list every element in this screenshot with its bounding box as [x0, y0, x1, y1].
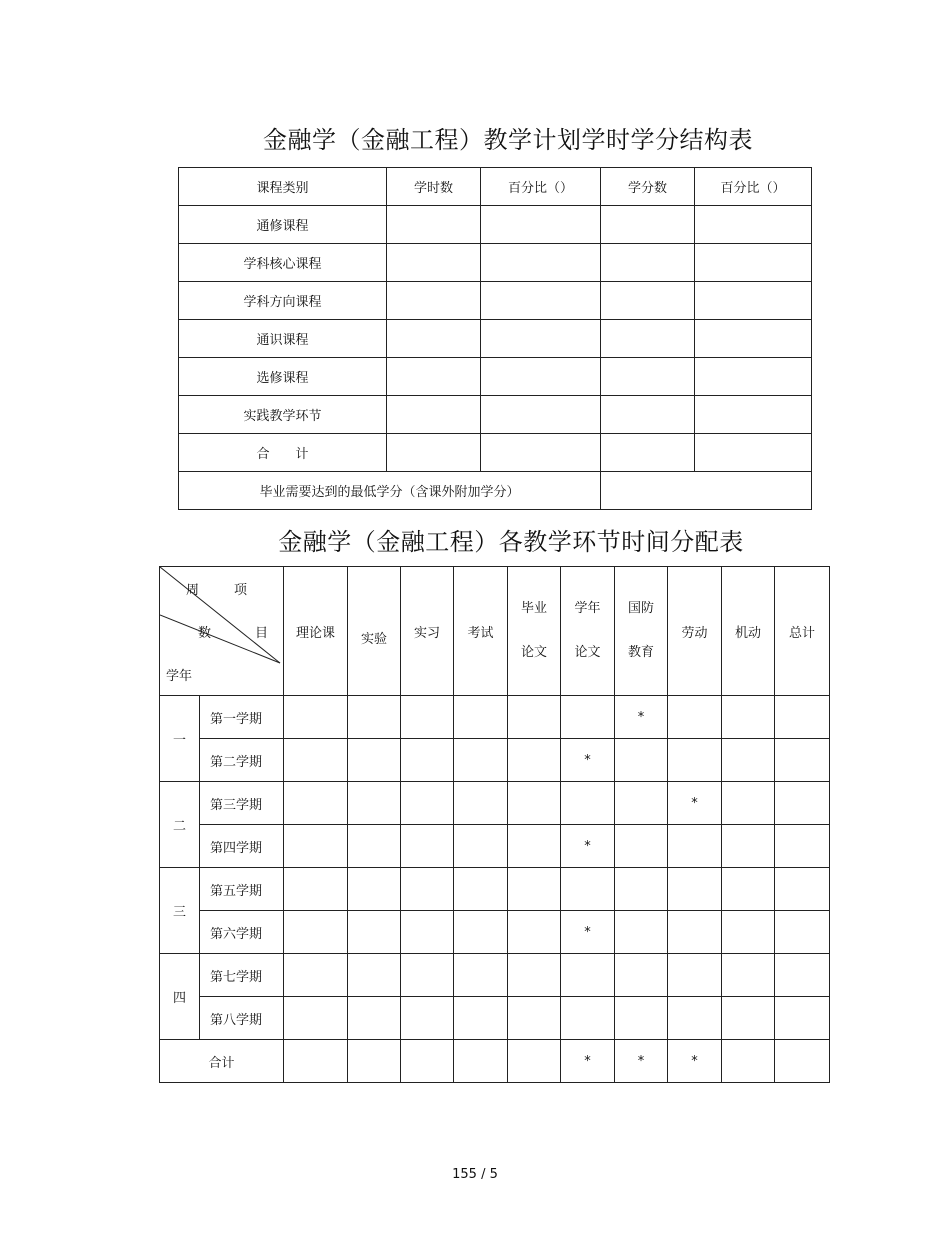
table-total-row	[160, 1040, 830, 1083]
table-cell	[722, 825, 775, 868]
table-cell	[401, 825, 454, 868]
table-cell	[615, 911, 668, 954]
table-row	[179, 358, 812, 396]
table-cell	[284, 997, 348, 1040]
table-cell	[775, 997, 830, 1040]
header-exam: 考试	[454, 567, 508, 696]
table-cell	[668, 868, 722, 911]
table-cell	[601, 206, 695, 244]
table-cell	[775, 739, 830, 782]
table-cell	[454, 868, 508, 911]
header-line: 学年	[574, 601, 601, 616]
table-cell	[508, 739, 561, 782]
table-cell	[668, 911, 722, 954]
year-label: 二	[160, 782, 200, 868]
table-cell	[615, 739, 668, 782]
table-cell	[348, 825, 401, 868]
term-label: 第三学期	[200, 782, 284, 825]
diag-label-year: 学年	[166, 669, 193, 684]
table-cell	[454, 782, 508, 825]
table-cell	[561, 954, 615, 997]
header-percent-credits: 百分比（）	[695, 168, 812, 206]
row-label: 通修课程	[179, 206, 387, 244]
table-cell	[284, 868, 348, 911]
term-label: 第六学期	[200, 911, 284, 954]
table-cell	[601, 320, 695, 358]
table-cell	[481, 358, 601, 396]
table-cell	[481, 396, 601, 434]
table-cell	[401, 782, 454, 825]
table-row	[160, 997, 830, 1040]
header-annual-thesis	[561, 567, 615, 696]
table-cell	[387, 320, 481, 358]
table-cell-mark: *	[561, 825, 615, 868]
table-cell	[668, 739, 722, 782]
table-cell	[775, 868, 830, 911]
table-cell	[668, 696, 722, 739]
table-cell	[508, 782, 561, 825]
table-cell-mark: *	[668, 782, 722, 825]
table-cell-mark: *	[561, 1040, 615, 1083]
table-row	[179, 244, 812, 282]
table-row	[179, 282, 812, 320]
term-label: 第八学期	[200, 997, 284, 1040]
table-cell	[695, 434, 812, 472]
table-cell	[348, 696, 401, 739]
table-cell	[284, 739, 348, 782]
table-cell	[508, 868, 561, 911]
header-credits: 学分数	[601, 168, 695, 206]
table-cell	[481, 320, 601, 358]
term-label: 第五学期	[200, 868, 284, 911]
table-cell	[615, 868, 668, 911]
header-line: 教育	[627, 645, 654, 660]
row-label: 学科核心课程	[179, 244, 387, 282]
table-row	[179, 434, 812, 472]
table-cell	[387, 282, 481, 320]
table-cell	[508, 825, 561, 868]
table-cell	[615, 782, 668, 825]
table-cell	[615, 997, 668, 1040]
table-cell	[284, 911, 348, 954]
table-cell	[722, 782, 775, 825]
table-cell	[775, 954, 830, 997]
table-cell	[481, 282, 601, 320]
table-cell	[401, 1040, 454, 1083]
table-cell	[387, 358, 481, 396]
diag-label-subject: 目	[255, 626, 269, 641]
table-cell	[615, 954, 668, 997]
header-line: 毕业	[520, 601, 547, 616]
page-number: 155 / 5	[452, 1167, 498, 1182]
table-cell	[668, 997, 722, 1040]
table-cell	[454, 997, 508, 1040]
header-line: 论文	[520, 645, 547, 660]
table-cell	[668, 954, 722, 997]
table-cell	[775, 696, 830, 739]
term-label: 第二学期	[200, 739, 284, 782]
header-line: 论文	[574, 645, 601, 660]
table-cell	[401, 696, 454, 739]
table-cell	[775, 1040, 830, 1083]
table-cell	[284, 954, 348, 997]
table-cell	[454, 1040, 508, 1083]
table-cell	[454, 825, 508, 868]
table-cell	[695, 358, 812, 396]
header-theory: 理论课	[284, 567, 348, 696]
table-cell	[481, 434, 601, 472]
header-internship: 实习	[401, 567, 454, 696]
header-percent-hours: 百分比（）	[481, 168, 601, 206]
table-cell	[668, 825, 722, 868]
table-cell	[481, 206, 601, 244]
table-cell	[508, 997, 561, 1040]
diag-label-item: 项	[234, 583, 248, 598]
row-label: 实践教学环节	[179, 396, 387, 434]
table-row	[179, 206, 812, 244]
credit-structure-table	[178, 167, 812, 510]
table-cell	[722, 954, 775, 997]
table-cell	[454, 911, 508, 954]
table-cell	[561, 997, 615, 1040]
table-cell	[775, 825, 830, 868]
table-cell	[401, 911, 454, 954]
table-row	[160, 954, 830, 997]
table-cell	[348, 911, 401, 954]
table-cell-mark: *	[561, 739, 615, 782]
table-cell	[775, 911, 830, 954]
table-cell	[722, 868, 775, 911]
table-cell	[454, 696, 508, 739]
table-cell	[387, 244, 481, 282]
total-label: 合计	[160, 1040, 284, 1083]
table-cell	[454, 954, 508, 997]
term-label: 第四学期	[200, 825, 284, 868]
table-cell	[695, 244, 812, 282]
table-cell	[722, 911, 775, 954]
table-cell	[695, 282, 812, 320]
table-cell-mark: *	[561, 911, 615, 954]
table-header-row	[179, 168, 812, 206]
header-graduation-thesis	[508, 567, 561, 696]
table-cell	[508, 954, 561, 997]
table-cell	[601, 282, 695, 320]
table-cell	[284, 825, 348, 868]
table-cell	[561, 782, 615, 825]
row-label: 合 计	[179, 434, 387, 472]
table-row	[179, 320, 812, 358]
table-cell	[508, 911, 561, 954]
table-cell	[284, 1040, 348, 1083]
header-defense-education	[615, 567, 668, 696]
term-label: 第一学期	[200, 696, 284, 739]
table-cell	[387, 206, 481, 244]
table-cell	[387, 396, 481, 434]
table-cell	[348, 739, 401, 782]
table-row	[179, 396, 812, 434]
table-cell	[508, 696, 561, 739]
row-label: 学科方向课程	[179, 282, 387, 320]
table-cell	[348, 1040, 401, 1083]
table-cell	[481, 244, 601, 282]
table-cell	[401, 954, 454, 997]
table-footer-row	[179, 472, 812, 510]
table-row	[160, 825, 830, 868]
header-course-category: 课程类别	[179, 168, 387, 206]
row-label: 选修课程	[179, 358, 387, 396]
header-flexible: 机动	[722, 567, 775, 696]
header-hours: 学时数	[387, 168, 481, 206]
year-label: 一	[160, 696, 200, 782]
table-cell	[561, 696, 615, 739]
table-cell	[401, 868, 454, 911]
table-cell	[601, 472, 812, 510]
header-experiment-label: 实验	[360, 631, 387, 647]
table-header-row	[160, 567, 830, 696]
table-cell	[775, 782, 830, 825]
term-label: 第七学期	[200, 954, 284, 997]
table-cell	[722, 696, 775, 739]
table-cell	[284, 782, 348, 825]
diagonal-header-cell	[160, 567, 284, 696]
diag-label-count: 数	[198, 626, 212, 641]
row-label: 通识课程	[179, 320, 387, 358]
table-cell	[348, 954, 401, 997]
time-allocation-table	[159, 566, 830, 1083]
min-credits-label: 毕业需要达到的最低学分（含课外附加学分）	[179, 472, 601, 510]
table-cell-mark: *	[668, 1040, 722, 1083]
table-cell	[454, 739, 508, 782]
table-row	[160, 739, 830, 782]
table-row	[160, 782, 830, 825]
table-cell	[401, 739, 454, 782]
table-cell	[722, 1040, 775, 1083]
table-cell	[601, 358, 695, 396]
table-cell	[695, 206, 812, 244]
page-title-structure-table: 金融学（金融工程）教学计划学时学分结构表	[263, 126, 753, 154]
page-title-time-allocation-table: 金融学（金融工程）各教学环节时间分配表	[278, 528, 744, 556]
table-row	[160, 911, 830, 954]
table-cell	[601, 244, 695, 282]
table-cell	[348, 868, 401, 911]
year-label: 四	[160, 954, 200, 1040]
table-cell	[695, 396, 812, 434]
table-cell	[561, 868, 615, 911]
table-cell	[722, 997, 775, 1040]
table-cell	[387, 434, 481, 472]
header-line: 国防	[627, 601, 654, 616]
diag-label-week: 周	[186, 583, 200, 598]
table-cell	[601, 396, 695, 434]
header-labor: 劳动	[668, 567, 722, 696]
year-label: 三	[160, 868, 200, 954]
table-cell	[284, 696, 348, 739]
table-cell	[695, 320, 812, 358]
table-cell	[722, 739, 775, 782]
table-cell-mark: *	[615, 1040, 668, 1083]
header-experiment	[348, 567, 401, 696]
table-cell	[615, 825, 668, 868]
table-row	[160, 696, 830, 739]
table-cell	[348, 997, 401, 1040]
table-cell	[348, 782, 401, 825]
table-row	[160, 868, 830, 911]
table-cell	[401, 997, 454, 1040]
table-cell	[508, 1040, 561, 1083]
table-cell	[601, 434, 695, 472]
header-total: 总计	[775, 567, 830, 696]
table-cell-mark: *	[615, 696, 668, 739]
